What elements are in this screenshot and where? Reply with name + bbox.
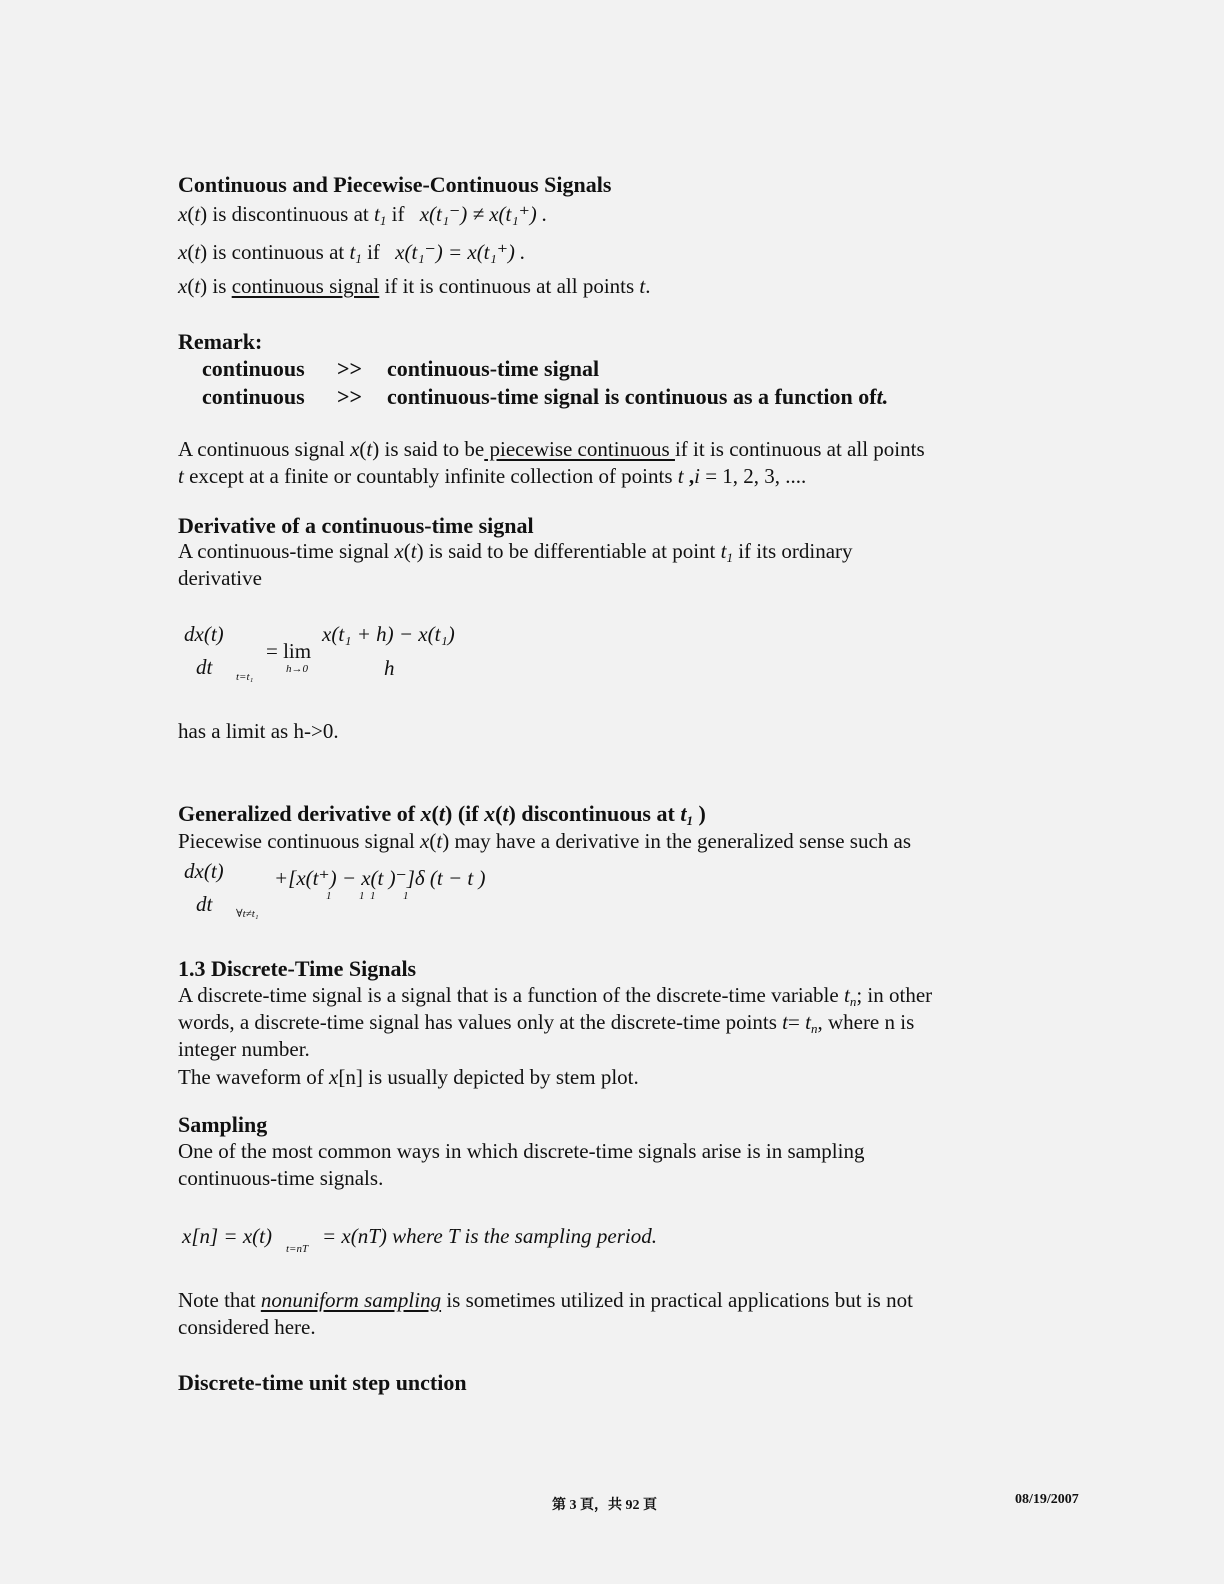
derivative-line-1: A continuous-time signal x(t) is said to be differentiable at point $t_1$ if its ordinary (178, 539, 853, 565)
term-nonuniform-sampling: nonuniform sampling (260, 1288, 442, 1312)
discrete-time-line-2: words, a discrete-time signal has values only at the discrete-time points $t= t_n$, where n is (178, 1010, 915, 1036)
document-page: Continuous and Piecewise-Continuous Signals x(t) is discontinuous at $t_1$ if x(t₁⁻) ≠ x(t₁⁺) . x(t) is continuous at $t_1$ if x(t₁⁻) = x(t₁⁺) . x(t) is continuous signal if it is continuous at all points t. Remark: continuous >> continuous-time signal continuous >> continuous-time signal is continuous as a function oft. A continuous signal x(t) is said to be piecewise continuous if it is continuous at all points t except at a finite or countably infinite collection of points t ,i = 1, 2, 3, .... Derivative of a continuous-time signal A continuous-time signal x(t) is said to be differentiable at point $t_1$ if its ordinary derivative dx(t) dt t=t₁ = lim h→0 x(t₁ + h) − x(t₁) h has a limit as h->0. Generalized derivative of x(t) (if x(t) discontinuous at $t_1$ ) Piecewise continuous signal x(t) may have a derivative in the generalized sense such as dx(t) dt ∀t≠t₁ +[x(t⁺) − x(t )⁻]δ (t − t ) 1 1 1 1 1.3 Discrete-Time Signals A discrete-time signal is a signal that is a function of the discrete-time variable $t_n$; in other words, a discrete-time signal has values only at the discrete-time points $t= t_n$, where n is integer number. The waveform of x[n] is usually depicted by stem plot. Sampling One of the most common ways in which discrete-time signals arise is in sampling continuous-time signals. x[n] = x(t) t=nT = x(nT) where T is the sampling period. Note that nonuniform sampling is sometimes utilized in practical applications but is not considered here. Discrete-time unit step unction 第 3 頁，共 92 頁 08/19/2007 (178, 172, 1079, 1513)
section-heading-continuous: Continuous and Piecewise-Continuous Signals (178, 172, 612, 197)
generalized-derivative-text: Piecewise continuous signal x(t) may have a derivative in the generalized sense such as (178, 829, 912, 853)
line-continuous-signal-def: x(t) is continuous signal if it is continuous at all points t. (178, 274, 651, 298)
discrete-time-line-1: A discrete-time signal is a signal that is a function of the discrete-time variable $t_n$; in other (178, 983, 933, 1009)
line-continuous: x(t) is continuous at $t_1$ if x(t₁⁻) = x(t₁⁺) . (178, 240, 526, 266)
unit-step-heading: Discrete-time unit step unction (178, 1370, 467, 1395)
derivative-limit-note: has a limit as h->0. (178, 719, 339, 743)
remark-heading: Remark: (178, 329, 263, 354)
sampling-note-line-2: considered here. (178, 1315, 316, 1339)
generalized-derivative-heading: Generalized derivative of x(t) (if x(t) discontinuous at $t_1$ ) (178, 801, 706, 828)
piecewise-line-2: t except at a finite or countably infinite collection of points t ,i = 1, 2, 3, .... (178, 464, 807, 488)
discrete-time-line-4: The waveform of x[n] is usually depicted by stem plot. (178, 1065, 639, 1089)
footer-date: 08/19/2007 (1015, 1492, 1079, 1507)
term-piecewise-continuous: piecewise continuous (484, 437, 675, 461)
sampling-line-2: continuous-time signals. (178, 1166, 384, 1190)
remark-row-1: continuous >> continuous-time signal (202, 356, 600, 381)
page-number: 第 3 頁，共 92 頁 (552, 1498, 657, 1513)
piecewise-line-1: A continuous signal x(t) is said to be piecewise continuous if it is continuous at all points (178, 437, 925, 461)
sampling-heading: Sampling (178, 1112, 268, 1137)
derivative-line-2: derivative (178, 566, 262, 590)
remark-row-2: continuous >> continuous-time signal is continuous as a function oft. (202, 384, 889, 409)
line-discontinuous: x(t) is discontinuous at $t_1$ if x(t₁⁻) ≠ x(t₁⁺) . (178, 202, 548, 228)
discrete-time-heading: 1.3 Discrete-Time Signals (178, 956, 417, 981)
discontinuity-equation: x(t₁⁻) ≠ x(t₁⁺) . (419, 202, 548, 226)
term-continuous-signal: continuous signal (231, 274, 380, 298)
sampling-note-line-1: Note that nonuniform sampling is sometimes utilized in practical applications but is not (178, 1288, 913, 1312)
sampling-line-1: One of the most common ways in which discrete-time signals arise is in sampling (178, 1139, 865, 1163)
discrete-time-line-3: integer number. (178, 1037, 310, 1061)
continuity-equation: x(t₁⁻) = x(t₁⁺) . (395, 240, 526, 264)
derivative-heading: Derivative of a continuous-time signal (178, 513, 534, 538)
